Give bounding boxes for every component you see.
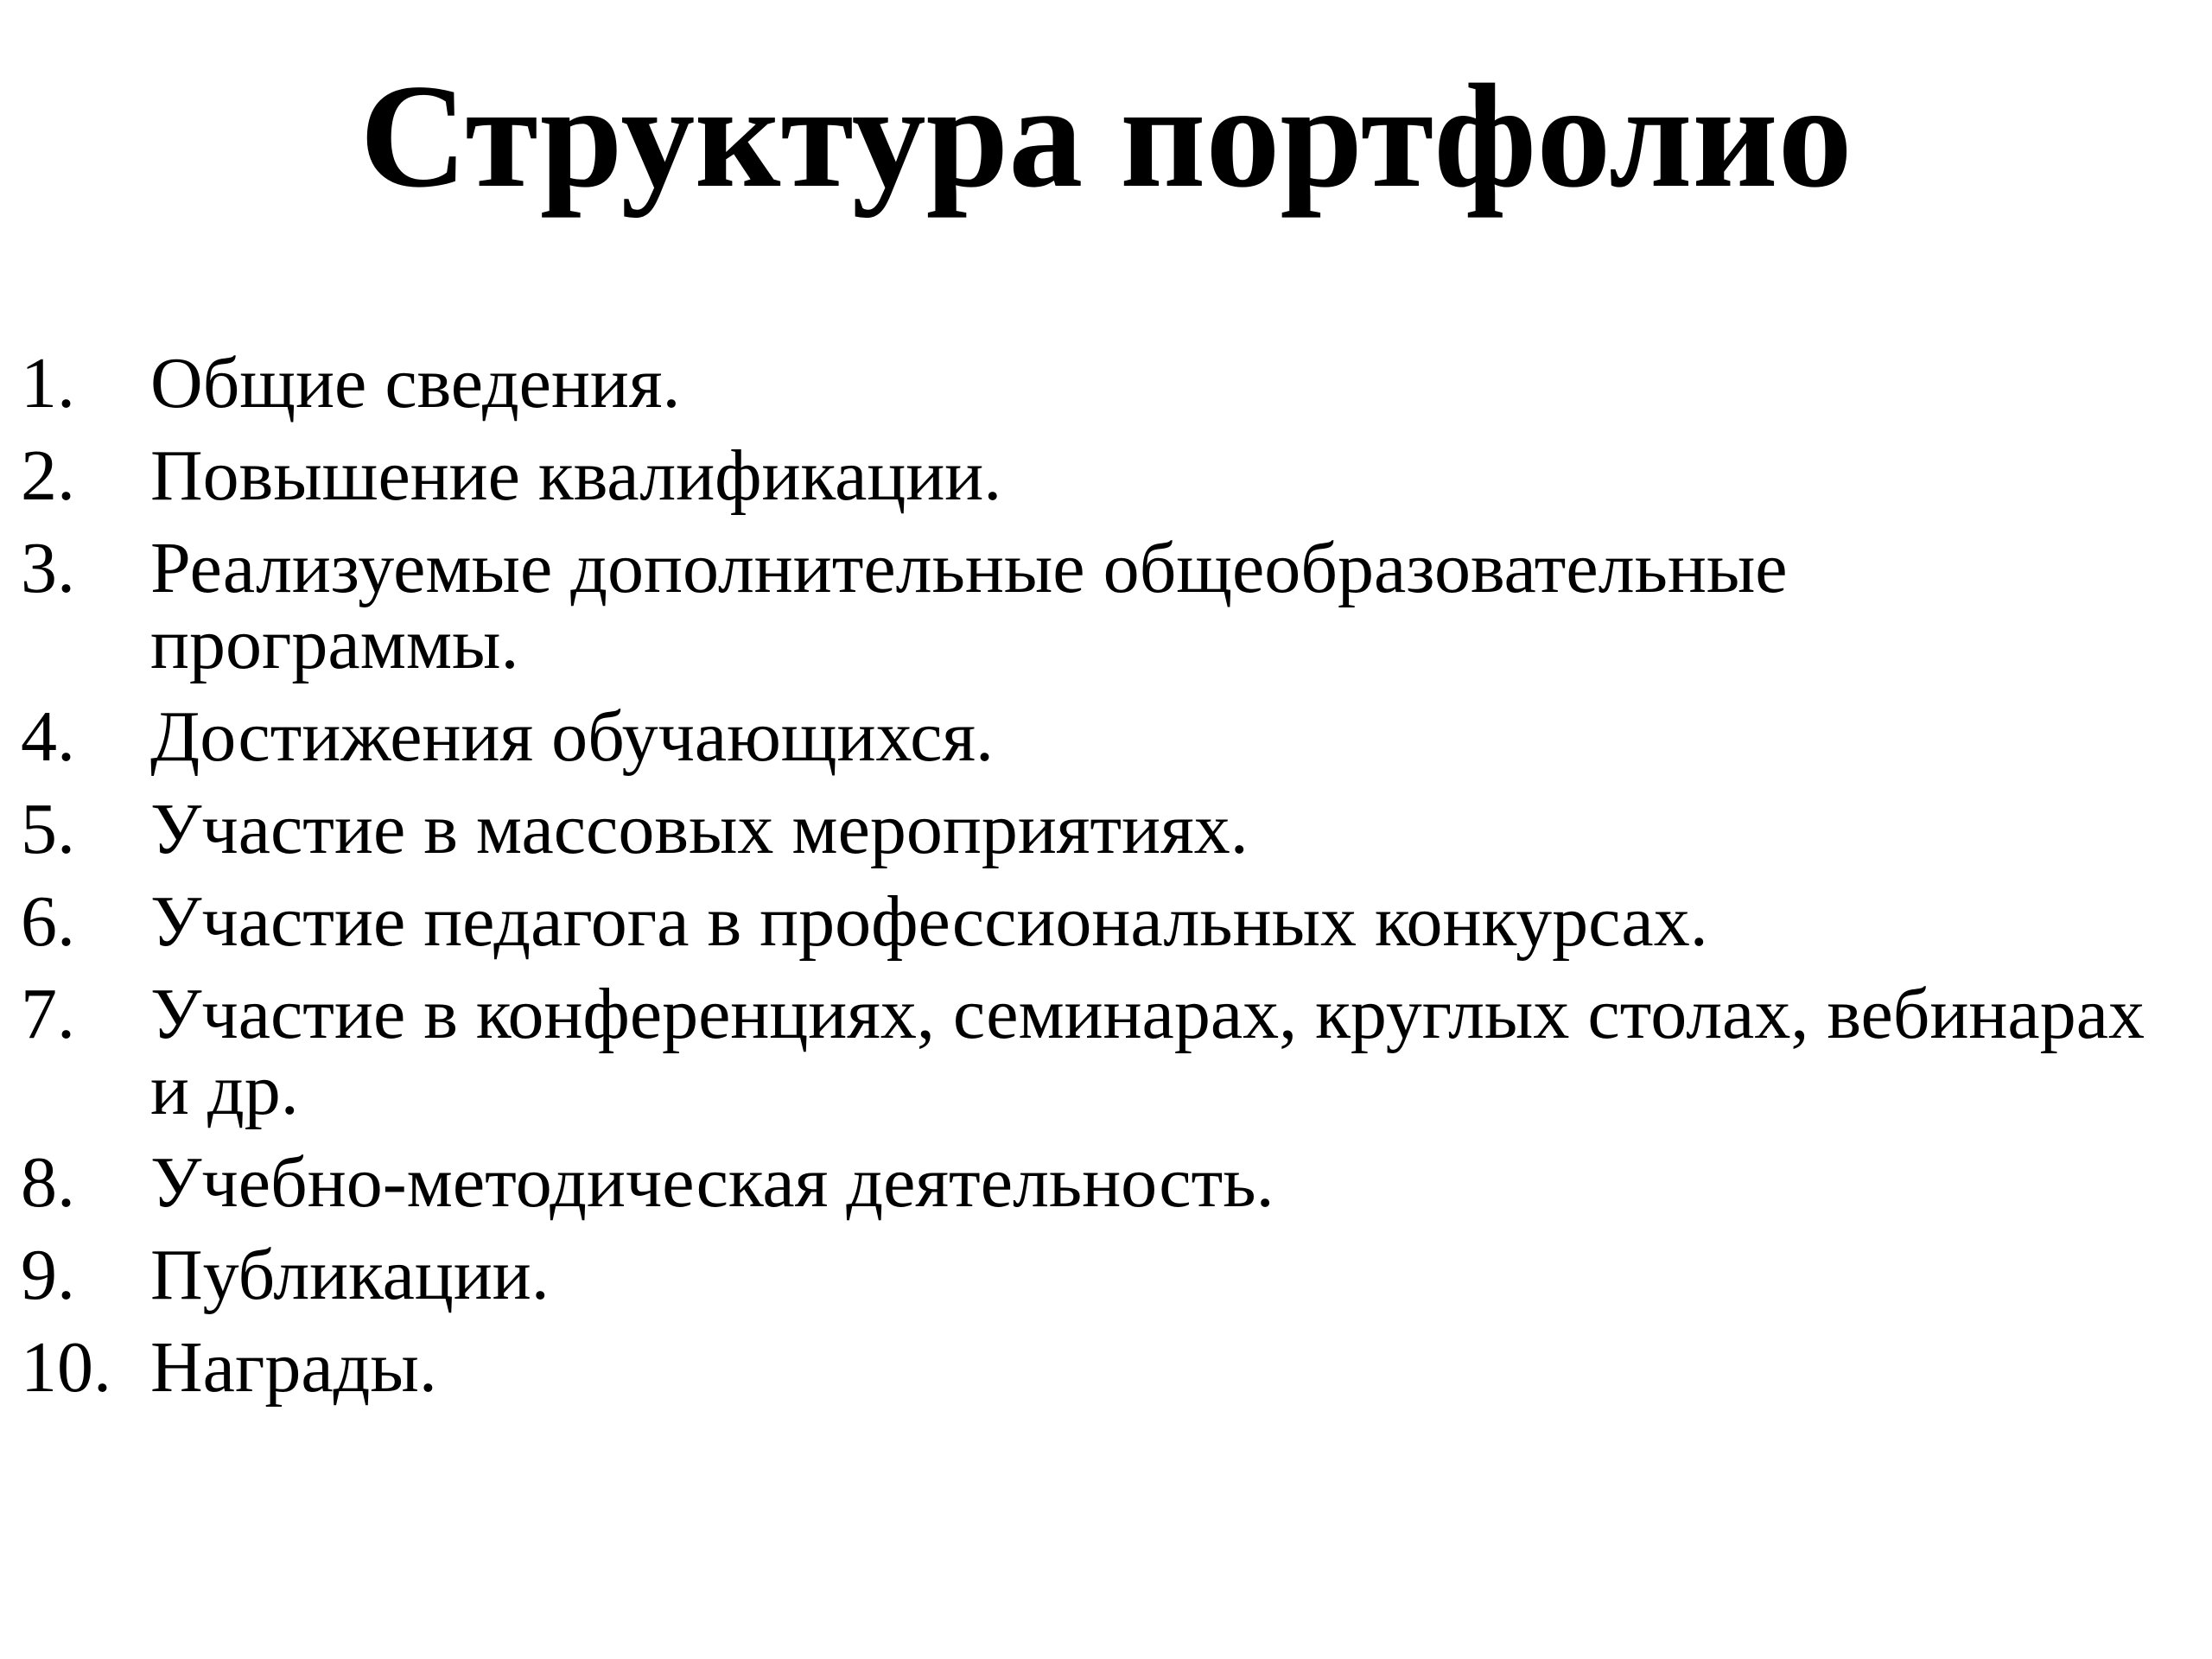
list-item-number: 10. xyxy=(21,1327,111,1408)
list-item-text: Публикации. xyxy=(150,1235,550,1315)
list-item xyxy=(21,791,2164,868)
list-item-number: 1. xyxy=(21,343,75,423)
list-item xyxy=(21,528,2164,684)
list-item xyxy=(21,343,2164,423)
list-item xyxy=(21,696,2164,777)
list-item-text: Участие педагога в профессиональных конкурсах. xyxy=(150,881,1708,962)
list-item xyxy=(21,881,2164,962)
list-item-text: Общие сведения. xyxy=(150,343,681,423)
list-item xyxy=(21,435,2164,516)
list-item xyxy=(21,976,2164,1128)
list-item-number: 3. xyxy=(21,528,75,608)
list-item-number: 5. xyxy=(21,789,75,869)
list-item-number: 8. xyxy=(21,1142,75,1223)
list-item-text: Повышение квалификации. xyxy=(150,435,1002,516)
list-item xyxy=(21,1237,2164,1313)
list-item-number: 4. xyxy=(21,696,75,777)
list-item-number: 9. xyxy=(21,1235,75,1315)
list-item-number: 7. xyxy=(21,974,75,1054)
list-item-text: Награды. xyxy=(150,1327,437,1408)
list-item-text: Реализуемые дополнительные общеобразовательные программы. xyxy=(150,528,1788,684)
portfolio-structure-list xyxy=(21,343,2164,1422)
list-item-number: 2. xyxy=(21,435,75,516)
slide-title: Структура портфолио xyxy=(359,54,1853,219)
list-item-text: Участие в массовых мероприятиях. xyxy=(150,789,1249,869)
list-item-text: Достижения обучающихся. xyxy=(150,696,995,777)
list-item xyxy=(21,1327,2164,1408)
list-item xyxy=(21,1142,2164,1223)
list-item-number: 6. xyxy=(21,881,75,962)
list-item-text: Учебно-методическая деятельность. xyxy=(150,1142,1274,1223)
list-item-text: Участие в конференциях, семинарах, круглых столах, вебинарах и др. xyxy=(150,974,2145,1130)
